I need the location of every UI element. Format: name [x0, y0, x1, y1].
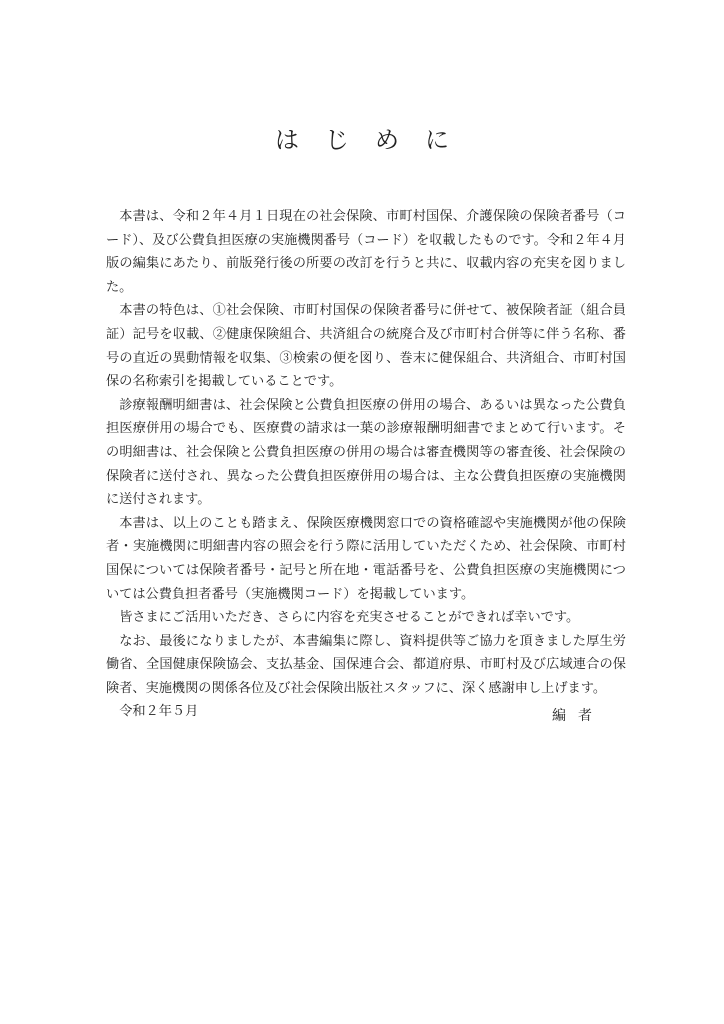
paragraph-intro: 本書は、令和２年４月１日現在の社会保険、市町村国保、介護保険の保険者番号（コード）、及び公費負担医療の実施機関番号（コード）を収載したものです。令和２年４月版の編集にあたり、前版発行後の所要の改訂を行うと共に、収載内容の充実を図りました。 — [106, 209, 626, 295]
paragraph-features: 本書の特色は、①社会保険、市町村国保の保険者番号に併せて、被保険者証（組合員証）記号を収載、②健康保険組合、共済組合の統廃合及び市町村合併等に伴う名称、番号の直近の異動情報を収集、③検索の便を図り、巻末に健保組合、共済組合、市町村国保の名称索引を掲載していることです。 — [106, 303, 626, 390]
editor-signature: 編者 — [552, 708, 604, 724]
paragraph-usage: 本書は、以上のことも踏まえ、保険医療機関窓口での資格確認や実施機関が他の保険者・実施機関に明細書内容の照会を行う際に活用していただくため、社会保険、市町村国保については保険者番号・記号と所在地・電話番号を、公費負担医療の実施機関については公費負担者番号（実施機関コード）を掲載しています。 — [106, 515, 626, 602]
document-date: 令和２年５月 — [119, 704, 199, 720]
paragraph-wish: 皆さまにご活用いただき、さらに内容を充実させることができれば幸いです。 — [119, 610, 580, 626]
paragraph-billing: 診療報酬明細書は、社会保険と公費負担医療の併用の場合、あるいは異なった公費負担医療併用の場合でも、医療費の請求は一葉の診療報酬明細書でまとめて行います。その明細書は、社会保険と公費負担医療の併用の場合は審査機関等の審査後、社会保険の保険者に送付され、異なった公費負担医療併用の場合は、主な公費負担医療の実施機関に送付されます。 — [106, 397, 626, 508]
page-title: はじめに — [275, 126, 475, 154]
paragraph-thanks: なお、最後になりましたが、本書編集に際し、資料提供等ご協力を頂きました厚生労働省、全国健康保険協会、支払基金、国保連合会、都道府県、市町村及び広域連合の保険者、実施機関の関係各位及び社会保険出版社スタッフに、深く感謝申し上げます。 — [106, 633, 626, 696]
preface-body — [106, 205, 626, 724]
